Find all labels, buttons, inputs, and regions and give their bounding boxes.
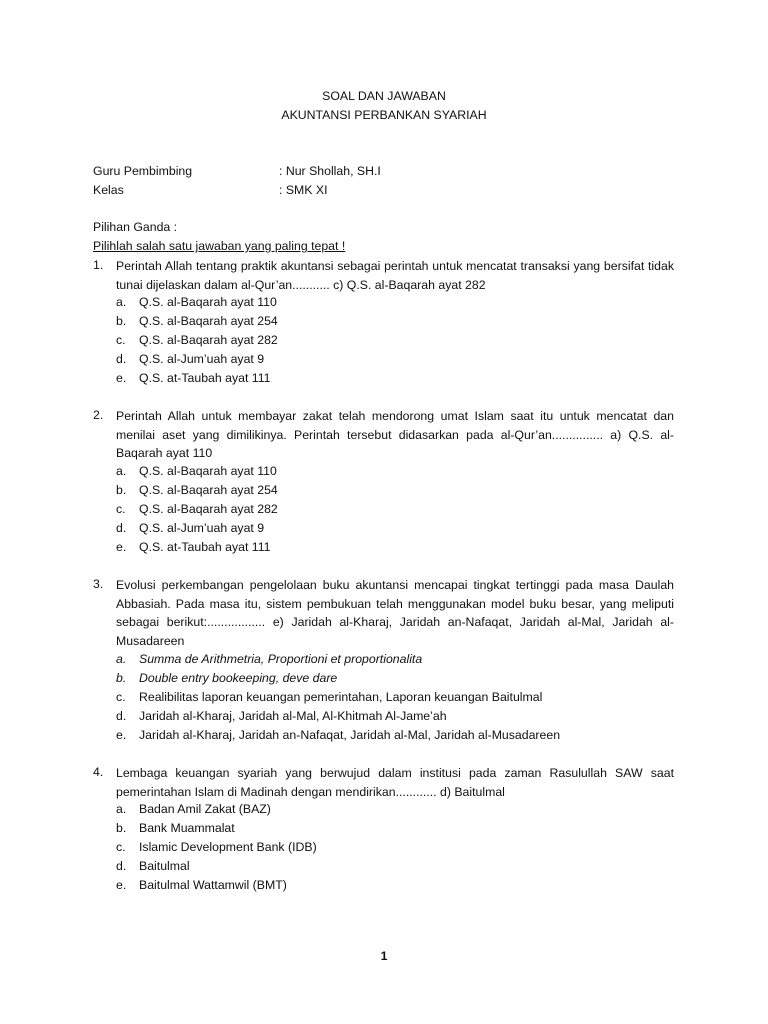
option-item bbox=[116, 840, 317, 859]
option-item bbox=[116, 540, 270, 559]
option-text: Q.S. al-Baqarah ayat 282 bbox=[139, 333, 278, 347]
option-item bbox=[116, 502, 278, 521]
option-text: Bank Muammalat bbox=[139, 821, 235, 835]
option-text: Q.S. at-Taubah ayat 111 bbox=[139, 540, 271, 554]
class-value: : SMK XI bbox=[279, 183, 328, 197]
option-item bbox=[116, 352, 264, 371]
question-text: Perintah Allah untuk membayar zakat telah mendorong umat Islam saat itu untuk mencatat dan menilai aset yang dimilikinya. Perintah tersebut didasarkan pada al-Qur’an............... a) Q.S. al-Baqarah ayat 110 bbox=[116, 409, 674, 460]
option-text: Q.S. al-Baqarah ayat 282 bbox=[139, 502, 278, 516]
option-letter: b. bbox=[116, 671, 127, 685]
section-instruction: Pilihlah salah satu jawaban yang paling tepat ! bbox=[93, 239, 346, 253]
document-subtitle: AKUNTANSI PERBANKAN SYARIAH bbox=[281, 108, 487, 122]
option-text: Summa de Arithmetria, Proportioni et proportionalita bbox=[139, 652, 423, 666]
option-item bbox=[116, 728, 560, 747]
option-text: Q.S. al-Baqarah ayat 254 bbox=[139, 483, 278, 497]
option-item bbox=[116, 709, 447, 728]
question-number: 2. bbox=[93, 408, 104, 422]
option-item bbox=[116, 295, 277, 314]
option-letter: b. bbox=[116, 821, 127, 835]
option-letter: b. bbox=[116, 314, 127, 328]
option-text: Q.S. al-Jum’uah ayat 9 bbox=[139, 352, 265, 366]
option-text: Q.S. al-Baqarah ayat 110 bbox=[139, 464, 277, 478]
option-letter: c. bbox=[116, 333, 126, 347]
option-text: Q.S. al-Baqarah ayat 254 bbox=[139, 314, 278, 328]
option-letter: c. bbox=[116, 840, 126, 854]
option-item bbox=[116, 859, 190, 878]
option-item bbox=[116, 371, 270, 390]
option-text: Islamic Development Bank (IDB) bbox=[139, 840, 317, 854]
option-item bbox=[116, 878, 287, 897]
option-item bbox=[116, 314, 278, 333]
option-item bbox=[116, 464, 277, 483]
option-text: Baitulmal bbox=[139, 859, 190, 873]
teacher-label: Guru Pembimbing bbox=[93, 164, 193, 178]
page-number: 1 bbox=[380, 949, 388, 963]
option-item bbox=[116, 802, 271, 821]
option-letter: c. bbox=[116, 690, 126, 704]
option-item bbox=[116, 690, 542, 709]
question-number: 4. bbox=[93, 765, 104, 779]
option-text: Baitulmal Wattamwil (BMT) bbox=[139, 878, 287, 892]
option-letter: a. bbox=[116, 464, 127, 478]
option-text: Jaridah al-Kharaj, Jaridah an-Nafaqat, Jaridah al-Mal, Jaridah al-Musadareen bbox=[139, 728, 561, 742]
option-text: Q.S. at-Taubah ayat 111 bbox=[139, 371, 271, 385]
teacher-value: : Nur Shollah, SH.I bbox=[279, 164, 381, 178]
option-letter: e. bbox=[116, 371, 127, 385]
option-item bbox=[116, 483, 278, 502]
class-label: Kelas bbox=[93, 183, 124, 197]
option-letter: c. bbox=[116, 502, 126, 516]
option-letter: a. bbox=[116, 295, 127, 309]
option-letter: e. bbox=[116, 540, 127, 554]
option-letter: e. bbox=[116, 878, 127, 892]
question-number: 1. bbox=[93, 258, 104, 272]
question-text: Perintah Allah tentang praktik akuntansi sebagai perintah untuk mencatat transaksi yang bersifat tidak tunai dijelaskan dalam al-Qur’an........... c) Q.S. al-Baqarah ayat 282 bbox=[116, 259, 674, 292]
option-letter: e. bbox=[116, 728, 127, 742]
option-letter: d. bbox=[116, 709, 127, 723]
option-item bbox=[116, 671, 337, 690]
question-text: Lembaga keuangan syariah yang berwujud dalam institusi pada zaman Rasulullah SAW saat pemerintahan Islam di Madinah dengan mendirikan............ d) Baitulmal bbox=[116, 766, 674, 799]
option-item bbox=[116, 521, 264, 540]
option-letter: d. bbox=[116, 352, 127, 366]
option-text: Realibilitas laporan keuangan pemerintahan, Laporan keuangan Baitulmal bbox=[139, 690, 543, 704]
question-text: Evolusi perkembangan pengelolaan buku akuntansi mencapai tingkat tertinggi pada masa Daulah Abbasiah. Pada masa itu, sistem pembukuan telah menggunakan model buku besar, yang meliputi sebagai berikut:................. e) Jaridah al-Kharaj, Jaridah an-Nafaqat, Jaridah al-Mal, Jaridah al-Musadareen bbox=[116, 578, 674, 648]
option-text: Q.S. al-Jum’uah ayat 9 bbox=[139, 521, 265, 535]
option-text: Jaridah al-Kharaj, Jaridah al-Mal, Al-Khitmah Al-Jame’ah bbox=[139, 709, 447, 723]
option-letter: b. bbox=[116, 483, 127, 497]
document-title: SOAL DAN JAWABAN bbox=[322, 89, 446, 103]
option-letter: d. bbox=[116, 859, 127, 873]
option-text: Q.S. al-Baqarah ayat 110 bbox=[139, 295, 277, 309]
option-letter: a. bbox=[116, 802, 127, 816]
option-text: Badan Amil Zakat (BAZ) bbox=[139, 802, 271, 816]
option-item bbox=[116, 333, 278, 352]
option-item bbox=[116, 821, 235, 840]
question-number: 3. bbox=[93, 577, 104, 591]
option-letter: d. bbox=[116, 521, 127, 535]
option-item bbox=[116, 652, 422, 671]
option-text: Double entry bookeeping, deve dare bbox=[139, 671, 338, 685]
section-title: Pilihan Ganda : bbox=[93, 220, 178, 234]
option-letter: a. bbox=[116, 652, 127, 666]
